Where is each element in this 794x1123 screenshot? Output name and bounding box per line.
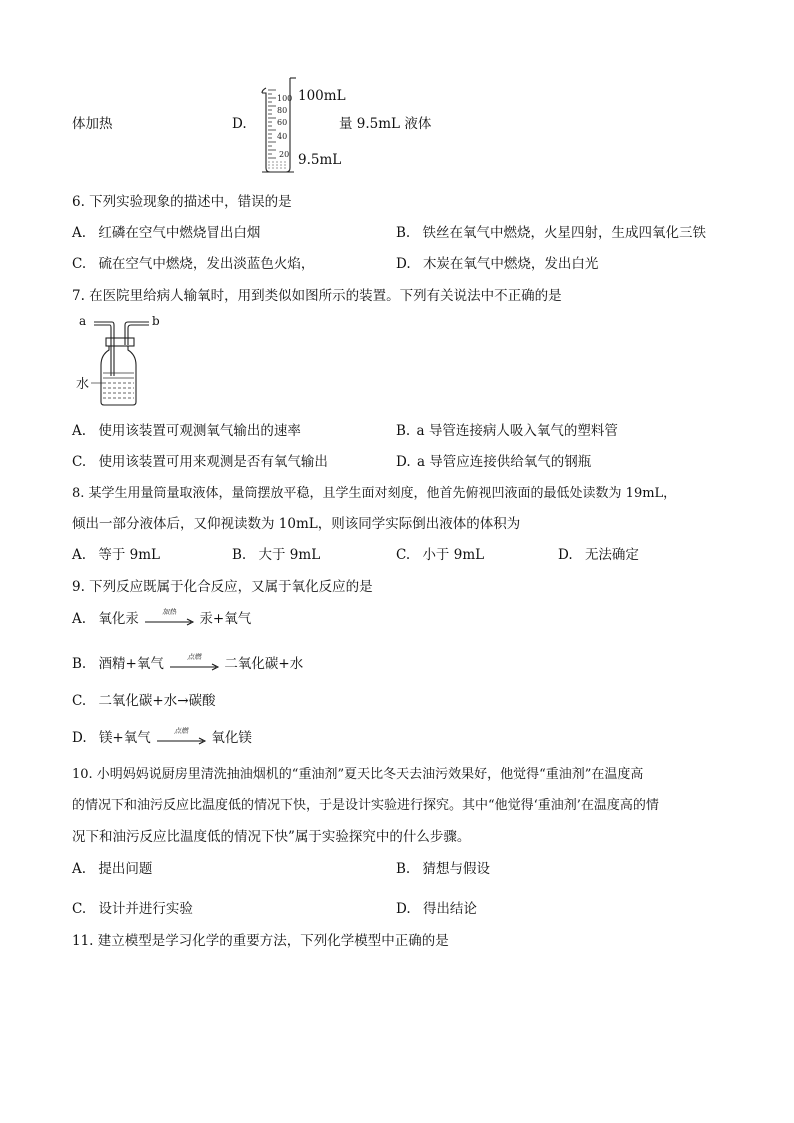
question-6-stem: 6. 下列实验现象的描述中，错误的是: [72, 194, 292, 210]
option-text: 无法确定: [584, 547, 639, 563]
q10-option-c[interactable]: [72, 899, 193, 919]
cylinder-reading-label: 9.5mL: [298, 152, 342, 168]
question-8-stem-line1: 8. 某学生用量筒量取液体，量筒摆放平稳，且学生面对刻度，他首先俯视凹液面的最低处读数为 19mL，: [72, 486, 677, 501]
option-letter: B.: [72, 656, 87, 672]
option-letter: D.: [396, 901, 411, 917]
reactant: 镁+氧气: [98, 730, 151, 746]
option-letter: B.: [396, 225, 411, 241]
question-11-stem: 11. 建立模型是学习化学的重要方法，下列化学模型中正确的是: [72, 933, 449, 949]
reaction-arrow: [143, 609, 195, 629]
cylinder-tick-label: 80: [277, 106, 288, 115]
q6-option-d[interactable]: [396, 254, 598, 274]
reaction-arrow: [155, 728, 207, 748]
tube-a-label: a: [79, 314, 87, 328]
q7-option-d[interactable]: [396, 452, 591, 472]
option-letter: D.: [558, 547, 573, 563]
product: 汞+氧气: [199, 611, 252, 627]
option-letter: A.: [72, 611, 87, 627]
arrow-icon: [155, 737, 207, 745]
water-label: 水: [76, 377, 90, 392]
q8-option-a[interactable]: [72, 545, 160, 565]
question-8-stem-line2: 倾出一部分液体后，又仰视读数为 10mL，则该同学实际倒出液体的体积为: [72, 516, 521, 532]
q8-option-b[interactable]: [232, 545, 320, 565]
option-letter: C.: [72, 454, 87, 470]
equation: 二氧化碳+水→碳酸: [98, 693, 216, 709]
gas-wash-bottle-figure: [94, 322, 149, 405]
cylinder-tick-label: 20: [279, 150, 290, 159]
option-text: 得出结论: [422, 901, 477, 917]
q6-option-c[interactable]: [72, 254, 314, 274]
option-letter: D.: [396, 454, 411, 470]
q9-option-a[interactable]: [72, 609, 251, 629]
option-letter: C.: [72, 901, 87, 917]
q6-option-b[interactable]: [396, 223, 706, 243]
option-text: 设计并进行实验: [98, 901, 193, 917]
cylinder-capacity-label: 100mL: [298, 88, 346, 104]
option-letter: B.: [396, 423, 411, 439]
question-10-stem-line2: 的情况下和油污反应比温度低的情况下快，于是设计实验进行探究。其中“他觉得‘重油剂’在温度高的情: [72, 798, 659, 813]
question-9-stem: 9. 下列反应既属于化合反应，又属于氧化反应的是: [72, 579, 373, 595]
option-d-caption: 量 9.5mL 液体: [339, 116, 432, 132]
reaction-arrow: [168, 654, 220, 674]
option-text: 硫在空气中燃烧，发出淡蓝色火焰，: [98, 256, 315, 272]
q7-option-a[interactable]: [72, 421, 301, 441]
arrow-icon: [143, 618, 195, 626]
option-text: 大于 9mL: [258, 547, 321, 563]
q9-option-c[interactable]: [72, 691, 216, 711]
option-text: 等于 9mL: [98, 547, 160, 563]
reactant: 氧化汞: [98, 611, 139, 627]
option-letter: B.: [396, 861, 411, 877]
option-letter: C.: [396, 547, 411, 563]
reactant: 酒精+氧气: [98, 656, 164, 672]
option-letter: A.: [72, 547, 87, 563]
product: 二氧化碳+水: [224, 656, 304, 672]
option-text: a 导管连接病人吸入氧气的塑料管: [416, 423, 618, 439]
cylinder-tick-label: 40: [277, 132, 288, 141]
question-10-stem-line1: 10. 小明妈妈说厨房里清洗抽油烟机的“重油剂”夏天比冬天去油污效果好，他觉得“重油剂”在温度高: [72, 767, 644, 782]
reaction-condition: 加热: [162, 608, 177, 616]
q6-option-a[interactable]: [72, 223, 260, 243]
q9-option-b[interactable]: [72, 654, 303, 674]
option-letter: D.: [72, 730, 87, 746]
option-text: 使用该装置可用来观测是否有氧气输出: [98, 454, 328, 470]
option-text: 木炭在氧气中燃烧，发出白光: [422, 256, 599, 272]
cylinder-tick-label: 60: [277, 118, 288, 127]
q10-option-d[interactable]: [396, 899, 477, 919]
q7-option-b[interactable]: [396, 421, 618, 441]
reaction-condition: 点燃: [174, 727, 189, 735]
option-letter: C.: [72, 256, 87, 272]
q8-option-c[interactable]: [396, 545, 484, 565]
water-level-lines: [91, 373, 134, 398]
prev-question-fragment: 体加热: [72, 116, 113, 132]
option-d-label: D.: [232, 116, 247, 132]
option-text: 红磷在空气中燃烧冒出白烟: [98, 225, 261, 241]
option-text: 使用该装置可观测氧气输出的速率: [98, 423, 301, 439]
option-text: 猜想与假设: [422, 861, 491, 877]
question-10-stem-line3: 况下和油污反应比温度低的情况下快”属于实验探究中的什么步骤。: [72, 829, 471, 845]
arrow-icon: [168, 663, 220, 671]
option-letter: A.: [72, 423, 87, 439]
question-7-stem: 7. 在医院里给病人输氧时，用到类似如图所示的装置。下列有关说法中不正确的是: [72, 288, 562, 304]
option-text: 铁丝在氧气中燃烧，火星四射，生成四氧化三铁: [422, 225, 707, 241]
option-letter: A.: [72, 861, 87, 877]
option-letter: B.: [232, 547, 247, 563]
option-text: 小于 9mL: [422, 547, 485, 563]
product: 氧化镁: [211, 730, 252, 746]
option-letter: D.: [396, 256, 411, 272]
reaction-condition: 点燃: [187, 653, 202, 661]
q7-option-c[interactable]: [72, 452, 328, 472]
tube-b-label: b: [152, 314, 160, 328]
q10-option-a[interactable]: [72, 859, 152, 879]
option-letter: C.: [72, 693, 87, 709]
option-text: a 导管应连接供给氧气的钢瓶: [416, 454, 592, 470]
q9-option-d[interactable]: [72, 728, 252, 748]
option-letter: A.: [72, 225, 87, 241]
q10-option-b[interactable]: [396, 859, 490, 879]
option-text: 提出问题: [98, 861, 153, 877]
q8-option-d[interactable]: [558, 545, 639, 565]
cylinder-tick-label: 100: [277, 94, 293, 103]
